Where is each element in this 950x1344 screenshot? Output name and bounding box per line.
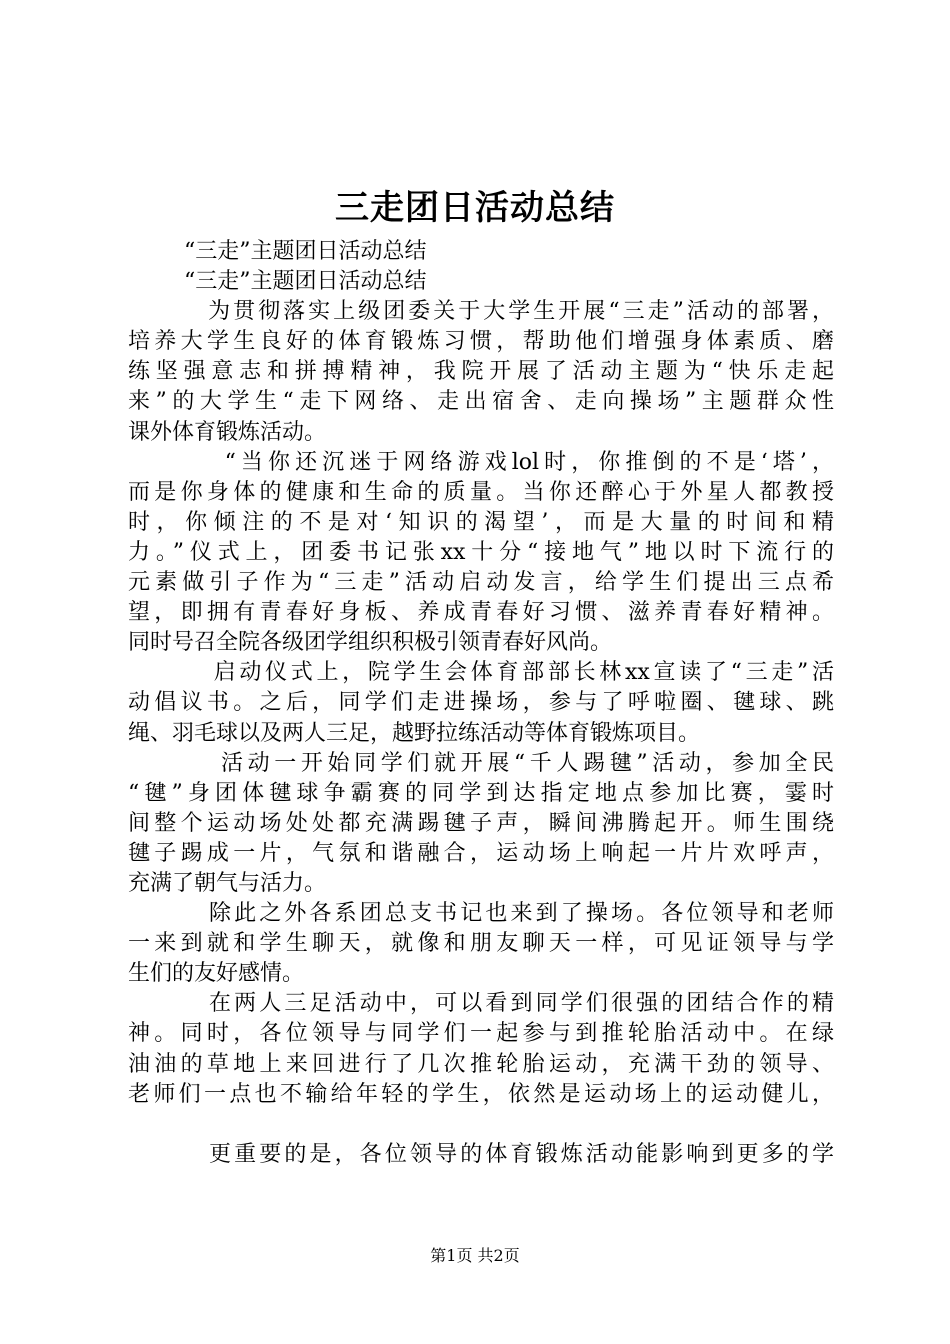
text-line: 油油的草地上来回进行了几次推轮胎运动，充满干劲的领导、 [128, 1051, 834, 1077]
text-line: 而是你身体的健康和生命的质量。当你还醉心于外星人都教授 [128, 479, 834, 505]
text-line: “三走”主题团日活动总结 [128, 269, 427, 295]
text-line: 为贯彻落实上级团委关于大学生开展“三走”活动的部署， [128, 299, 834, 325]
text-line: 除此之外各系团总支书记也来到了操场。各位领导和老师 [128, 901, 834, 927]
text-line: 力。”仪式上，团委书记张xx十分“接地气”地以时下流行的 [128, 539, 834, 565]
text-line: 生们的友好感情。 [128, 961, 305, 987]
text-line: 动倡议书。之后，同学们走进操场，参与了呼啦圈、毽球、跳 [128, 690, 834, 716]
text-line: 时，你倾注的不是对‘知识的渴望’，而是大量的时间和精 [128, 509, 834, 535]
text-line: 老师们一点也不输给年轻的学生，依然是运动场上的运动健儿， [128, 1081, 834, 1107]
text-line: 活动一开始同学们就开展“千人踢毽”活动，参加全民 [128, 750, 834, 776]
text-line: 元素做引子作为“三走”活动启动发言，给学生们提出三点希 [128, 570, 834, 596]
text-line: 在两人三足活动中，可以看到同学们很强的团结合作的精 [128, 991, 834, 1017]
text-line: 望，即拥有青春好身板、养成青春好习惯、滋养青春好精神。 [128, 600, 834, 626]
document-body [128, 237, 834, 1170]
text-line: 课外体育锻炼活动。 [128, 419, 327, 445]
text-line: 启动仪式上，院学生会体育部部长林xx宣读了“三走”活 [128, 660, 834, 686]
text-line: 练坚强意志和拼搏精神，我院开展了活动主题为“快乐走起 [128, 359, 834, 385]
text-line: 间整个运动场处处都充满踢毽子声，瞬间沸腾起开。师生围绕 [128, 810, 834, 836]
text-line: “三走”主题团日活动总结 [128, 239, 427, 264]
page-footer: 第1页 共2页 [430, 1246, 520, 1265]
text-line: 神。同时，各位领导与同学们一起参与到推轮胎活动中。在绿 [128, 1021, 834, 1047]
text-line: 培养大学生良好的体育锻炼习惯，帮助他们增强身体素质、磨 [128, 329, 834, 355]
text-line: 来”的大学生“走下网络、走出宿舍、走向操场”主题群众性 [128, 389, 834, 415]
text-line: 充满了朝气与活力。 [128, 870, 327, 896]
text-line: 一来到就和学生聊天，就像和朋友聊天一样，可见证领导与学 [128, 931, 834, 957]
text-line: 同时号召全院各级团学组织积极引领青春好风尚。 [128, 630, 613, 656]
document-title: 三走团日活动总结 [335, 188, 615, 228]
text-line: 绳、羽毛球以及两人三足，越野拉练活动等体育锻炼项目。 [128, 720, 701, 746]
text-line: “当你还沉迷于网络游戏lol时，你推倒的不是‘塔’， [128, 449, 834, 475]
text-line: 毽子踢成一片，气氛和谐融合，运动场上响起一片片欢呼声， [128, 840, 834, 866]
text-line: “毽”身团体毽球争霸赛的同学到达指定地点参加比赛，霎时 [128, 780, 834, 806]
text-line [128, 1110, 834, 1140]
text-line: 更重要的是，各位领导的体育锻炼活动能影响到更多的学 [128, 1141, 834, 1167]
